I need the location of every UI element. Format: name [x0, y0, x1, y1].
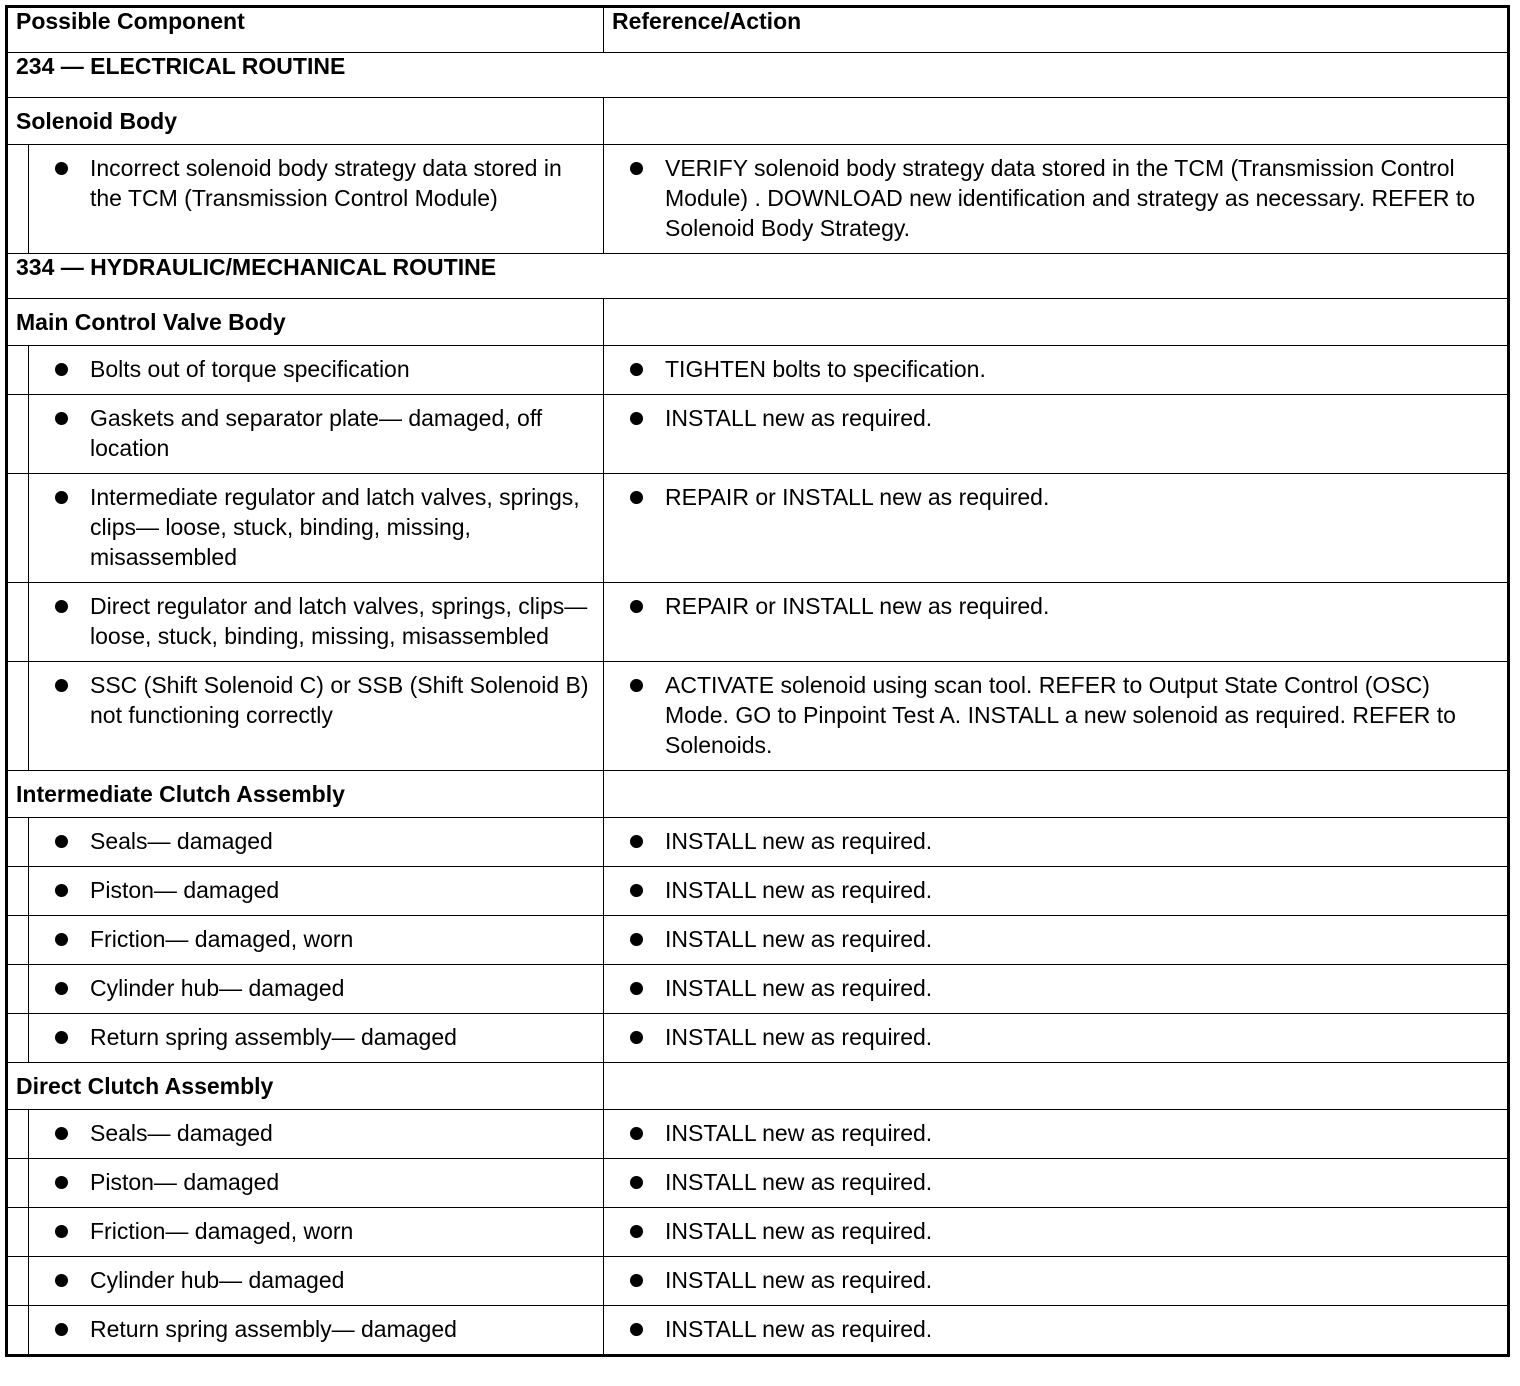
action-cell — [604, 818, 1509, 867]
table-row — [7, 916, 1509, 965]
group-title: Main Control Valve Body — [7, 299, 604, 346]
indent-cell — [7, 1159, 29, 1208]
action-bullet-item — [630, 354, 1497, 384]
action-bullet-item — [630, 1167, 1497, 1197]
table-row — [7, 1159, 1509, 1208]
action-cell — [604, 1014, 1509, 1063]
bullet-icon — [55, 162, 68, 175]
component-text: Seals— damaged — [90, 1120, 273, 1146]
group-row — [7, 98, 1509, 145]
action-cell — [604, 583, 1509, 662]
component-cell — [29, 1159, 604, 1208]
group-row — [7, 771, 1509, 818]
group-title: Solenoid Body — [7, 98, 604, 145]
table-row — [7, 662, 1509, 771]
component-bullet-item — [55, 670, 589, 730]
component-cell — [29, 395, 604, 474]
bullet-icon — [630, 982, 643, 995]
bullet-icon — [630, 1127, 643, 1140]
component-text: Cylinder hub— damaged — [90, 975, 345, 1001]
indent-cell — [7, 395, 29, 474]
section-title: 234 — ELECTRICAL ROUTINE — [7, 53, 1509, 98]
action-bullet-item — [630, 403, 1497, 433]
bullet-icon — [630, 679, 643, 692]
component-bullet-item — [55, 924, 589, 954]
bullet-icon — [630, 491, 643, 504]
component-text: Bolts out of torque specification — [90, 356, 410, 382]
component-cell — [29, 916, 604, 965]
component-bullet-item — [55, 1314, 589, 1344]
component-cell — [29, 145, 604, 254]
indent-cell — [7, 583, 29, 662]
action-cell — [604, 1159, 1509, 1208]
action-bullet-item — [630, 482, 1497, 512]
action-text: INSTALL new as required. — [665, 1316, 933, 1342]
action-bullet-item — [630, 1118, 1497, 1148]
group-title: Intermediate Clutch Assembly — [7, 771, 604, 818]
indent-cell — [7, 474, 29, 583]
bullet-icon — [630, 600, 643, 613]
action-text: VERIFY solenoid body strategy data stored in the TCM (Transmission Control Module) . DOWNLOAD new identification and strategy as necessary. REFER to Solenoid Body Strategy. — [665, 155, 1476, 241]
table-row — [7, 1208, 1509, 1257]
bullet-icon — [55, 491, 68, 504]
indent-cell — [7, 1306, 29, 1356]
action-cell — [604, 1306, 1509, 1356]
component-cell — [29, 867, 604, 916]
table-row — [7, 346, 1509, 395]
component-cell — [29, 1257, 604, 1306]
component-text: Friction— damaged, worn — [90, 926, 354, 952]
table-row — [7, 145, 1509, 254]
action-cell — [604, 474, 1509, 583]
component-cell — [29, 965, 604, 1014]
indent-cell — [7, 965, 29, 1014]
component-cell — [29, 1208, 604, 1257]
bullet-icon — [630, 1225, 643, 1238]
indent-cell — [7, 346, 29, 395]
component-bullet-item — [55, 482, 589, 572]
component-bullet-item — [55, 1265, 589, 1295]
component-bullet-item — [55, 354, 589, 384]
action-cell — [604, 395, 1509, 474]
action-bullet-item — [630, 670, 1497, 760]
action-text: INSTALL new as required. — [665, 828, 933, 854]
bullet-icon — [55, 1274, 68, 1287]
action-text: INSTALL new as required. — [665, 1169, 933, 1195]
component-text: Cylinder hub— damaged — [90, 1267, 345, 1293]
indent-cell — [7, 1257, 29, 1306]
component-cell — [29, 583, 604, 662]
table-row — [7, 395, 1509, 474]
action-cell — [604, 145, 1509, 254]
component-cell — [29, 1110, 604, 1159]
indent-cell — [7, 662, 29, 771]
component-text: Friction— damaged, worn — [90, 1218, 354, 1244]
indent-cell — [7, 145, 29, 254]
component-text: Incorrect solenoid body strategy data stored in the TCM (Transmission Control Module) — [90, 155, 562, 211]
component-cell — [29, 662, 604, 771]
component-bullet-item — [55, 1216, 589, 1246]
action-bullet-item — [630, 826, 1497, 856]
action-text: INSTALL new as required. — [665, 1024, 933, 1050]
bullet-icon — [630, 363, 643, 376]
bullet-icon — [630, 412, 643, 425]
action-text: INSTALL new as required. — [665, 1267, 933, 1293]
component-text: Direct regulator and latch valves, springs, clips— loose, stuck, binding, missing, misassembled — [90, 593, 588, 649]
action-cell — [604, 1110, 1509, 1159]
header-possible-component: Possible Component — [7, 7, 604, 53]
group-row — [7, 1063, 1509, 1110]
table-row — [7, 965, 1509, 1014]
bullet-icon — [55, 1323, 68, 1336]
bullet-icon — [630, 933, 643, 946]
component-cell — [29, 1306, 604, 1356]
bullet-icon — [55, 884, 68, 897]
bullet-icon — [630, 1323, 643, 1336]
component-cell — [29, 818, 604, 867]
bullet-icon — [55, 600, 68, 613]
component-bullet-item — [55, 153, 589, 213]
component-text: Intermediate regulator and latch valves, springs, clips— loose, stuck, binding, missing, misassembled — [90, 484, 580, 570]
table-row — [7, 1257, 1509, 1306]
action-text: INSTALL new as required. — [665, 405, 933, 431]
action-bullet-item — [630, 153, 1497, 243]
bullet-icon — [55, 835, 68, 848]
component-bullet-item — [55, 826, 589, 856]
action-cell — [604, 1257, 1509, 1306]
section-row — [7, 254, 1509, 299]
table-row — [7, 818, 1509, 867]
component-bullet-item — [55, 403, 589, 463]
table-row — [7, 583, 1509, 662]
action-cell — [604, 662, 1509, 771]
section-title: 334 — HYDRAULIC/MECHANICAL ROUTINE — [7, 254, 1509, 299]
bullet-icon — [55, 933, 68, 946]
table-header-row — [7, 7, 1509, 53]
table-row — [7, 1110, 1509, 1159]
action-text: INSTALL new as required. — [665, 877, 933, 903]
diagnostic-table-container — [5, 5, 1507, 1357]
action-text: ACTIVATE solenoid using scan tool. REFER to Output State Control (OSC) Mode. GO to Pinpoint Test A. INSTALL a new solenoid as required. REFER to Solenoids. — [665, 672, 1456, 758]
component-cell — [29, 474, 604, 583]
table-row — [7, 867, 1509, 916]
table-row — [7, 1306, 1509, 1356]
indent-cell — [7, 1208, 29, 1257]
component-cell — [29, 346, 604, 395]
action-bullet-item — [630, 973, 1497, 1003]
action-bullet-item — [630, 1265, 1497, 1295]
action-cell — [604, 916, 1509, 965]
group-action-empty — [604, 1063, 1509, 1110]
bullet-icon — [630, 835, 643, 848]
action-bullet-item — [630, 875, 1497, 905]
component-bullet-item — [55, 1118, 589, 1148]
indent-cell — [7, 867, 29, 916]
action-text: INSTALL new as required. — [665, 1120, 933, 1146]
component-bullet-item — [55, 1022, 589, 1052]
bullet-icon — [630, 1176, 643, 1189]
component-bullet-item — [55, 875, 589, 905]
action-cell — [604, 965, 1509, 1014]
action-text: REPAIR or INSTALL new as required. — [665, 484, 1050, 510]
action-bullet-item — [630, 1022, 1497, 1052]
action-bullet-item — [630, 1216, 1497, 1246]
component-bullet-item — [55, 973, 589, 1003]
bullet-icon — [55, 412, 68, 425]
group-title: Direct Clutch Assembly — [7, 1063, 604, 1110]
bullet-icon — [630, 1274, 643, 1287]
indent-cell — [7, 916, 29, 965]
group-row — [7, 299, 1509, 346]
component-cell — [29, 1014, 604, 1063]
bullet-icon — [55, 1031, 68, 1044]
diagnostic-table — [5, 5, 1510, 1357]
group-action-empty — [604, 98, 1509, 145]
bullet-icon — [55, 1176, 68, 1189]
table-body — [7, 53, 1509, 1356]
action-bullet-item — [630, 924, 1497, 954]
component-text: Seals— damaged — [90, 828, 273, 854]
component-text: Gaskets and separator plate— damaged, off location — [90, 405, 543, 461]
action-bullet-item — [630, 591, 1497, 621]
indent-cell — [7, 818, 29, 867]
bullet-icon — [630, 884, 643, 897]
table-row — [7, 474, 1509, 583]
indent-cell — [7, 1014, 29, 1063]
header-reference-action: Reference/Action — [604, 7, 1509, 53]
indent-cell — [7, 1110, 29, 1159]
action-cell — [604, 346, 1509, 395]
action-text: INSTALL new as required. — [665, 1218, 933, 1244]
bullet-icon — [630, 162, 643, 175]
action-cell — [604, 1208, 1509, 1257]
action-text: TIGHTEN bolts to specification. — [665, 356, 986, 382]
bullet-icon — [55, 363, 68, 376]
action-cell — [604, 867, 1509, 916]
component-bullet-item — [55, 1167, 589, 1197]
bullet-icon — [630, 1031, 643, 1044]
action-text: INSTALL new as required. — [665, 926, 933, 952]
table-row — [7, 1014, 1509, 1063]
component-text: Return spring assembly— damaged — [90, 1316, 457, 1342]
component-bullet-item — [55, 591, 589, 651]
bullet-icon — [55, 1225, 68, 1238]
bullet-icon — [55, 679, 68, 692]
action-text: REPAIR or INSTALL new as required. — [665, 593, 1050, 619]
component-text: Piston— damaged — [90, 877, 280, 903]
group-action-empty — [604, 299, 1509, 346]
action-bullet-item — [630, 1314, 1497, 1344]
action-text: INSTALL new as required. — [665, 975, 933, 1001]
bullet-icon — [55, 982, 68, 995]
component-text: SSC (Shift Solenoid C) or SSB (Shift Solenoid B) not functioning correctly — [90, 672, 589, 728]
component-text: Return spring assembly— damaged — [90, 1024, 457, 1050]
group-action-empty — [604, 771, 1509, 818]
bullet-icon — [55, 1127, 68, 1140]
section-row — [7, 53, 1509, 98]
component-text: Piston— damaged — [90, 1169, 280, 1195]
